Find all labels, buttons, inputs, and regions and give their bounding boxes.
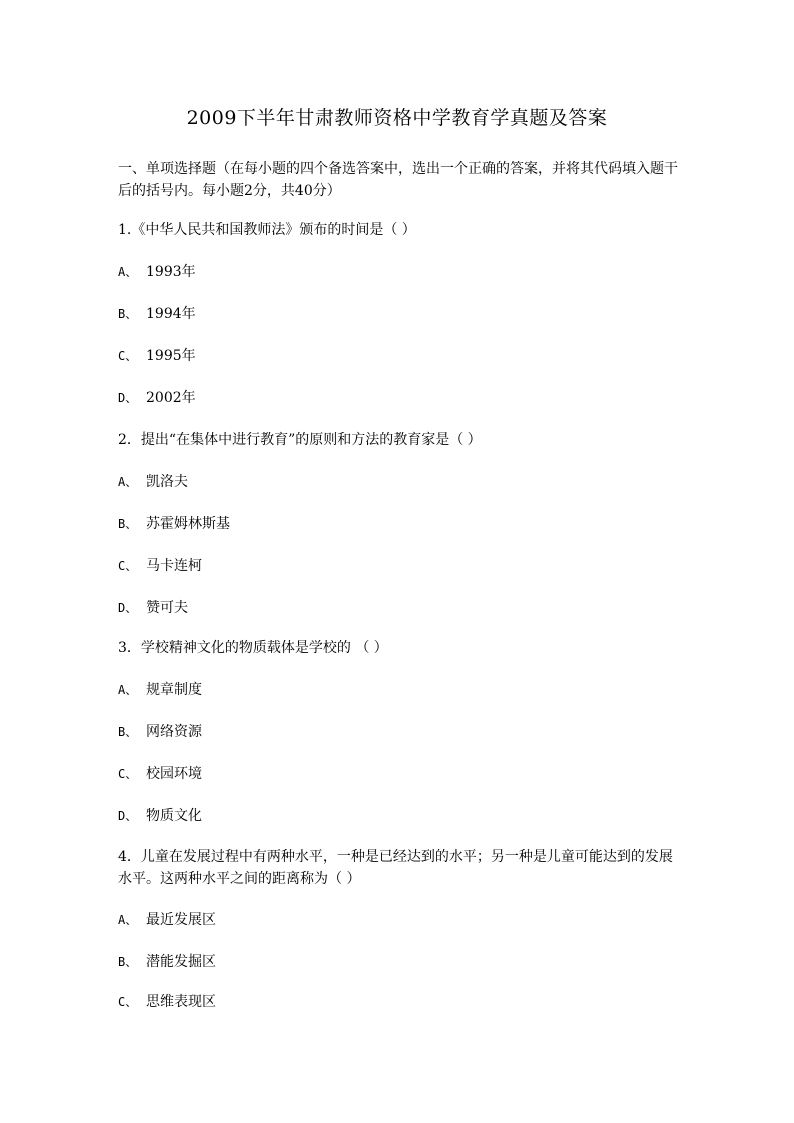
option-letter: A、 [118, 475, 138, 489]
option-row [118, 598, 188, 618]
option-row [118, 346, 196, 366]
option-text: 物质文化 [146, 808, 202, 824]
option-letter: B、 [118, 725, 138, 739]
page-title: 2009下半年甘肃教师资格中学教育学真题及答案 [186, 107, 608, 129]
option-letter: A、 [118, 265, 138, 279]
option-letter: B、 [118, 307, 138, 321]
option-row [118, 910, 216, 930]
option-text: 校园环境 [146, 766, 202, 782]
option-row [118, 722, 202, 742]
option-letter: D、 [118, 391, 138, 405]
option-text: 最近发展区 [146, 912, 216, 928]
option-row [118, 304, 196, 324]
option-text: 网络资源 [146, 724, 202, 740]
option-row [118, 514, 230, 534]
option-text: 凯洛夫 [146, 474, 188, 490]
section-intro: 一、单项选择题（在每小题的四个备选答案中，选出一个正确的答案，并将其代码填入题干后的括号内。每小题2分，共40分） [118, 161, 678, 199]
option-text: 1995年 [146, 348, 196, 364]
option-letter: A、 [118, 913, 138, 927]
option-text: 思维表现区 [146, 994, 216, 1010]
option-row [118, 262, 196, 282]
option-letter: C、 [118, 995, 138, 1009]
option-text: 马卡连柯 [146, 558, 202, 574]
option-letter: A、 [118, 683, 138, 697]
option-letter: D、 [118, 601, 138, 615]
option-row [118, 472, 188, 492]
option-row [118, 806, 202, 826]
option-letter: C、 [118, 767, 138, 781]
document-body [118, 158, 678, 1010]
option-row [118, 764, 202, 784]
option-row [118, 992, 216, 1012]
option-text: 潜能发掘区 [146, 954, 216, 970]
option-text: 赞可夫 [146, 600, 188, 616]
option-row [118, 952, 216, 972]
option-text: 1994年 [146, 306, 196, 322]
option-text: 规章制度 [146, 682, 202, 698]
option-text: 1993年 [146, 264, 196, 280]
question-stem: 2．提出“在集体中进行教育”的原则和方法的教育家是（ ） [118, 432, 482, 448]
option-letter: C、 [118, 559, 138, 573]
option-letter: D、 [118, 809, 138, 823]
option-letter: B、 [118, 955, 138, 969]
option-row [118, 680, 202, 700]
option-text: 2002年 [146, 390, 196, 406]
option-letter: C、 [118, 349, 138, 363]
question-stem: 3．学校精神文化的物质载体是学校的 （ ） [118, 640, 388, 656]
option-row [118, 556, 202, 576]
option-row [118, 388, 196, 408]
option-letter: B、 [118, 517, 138, 531]
question-stem: 1.《中华人民共和国教师法》颁布的时间是（ ） [118, 222, 416, 238]
option-text: 苏霍姆林斯基 [146, 516, 230, 532]
question-stem: 4．儿童在发展过程中有两种水平，一种是已经达到的水平；另一种是儿童可能达到的发展水平。这两种水平之间的距离称为（ ） [118, 849, 673, 887]
